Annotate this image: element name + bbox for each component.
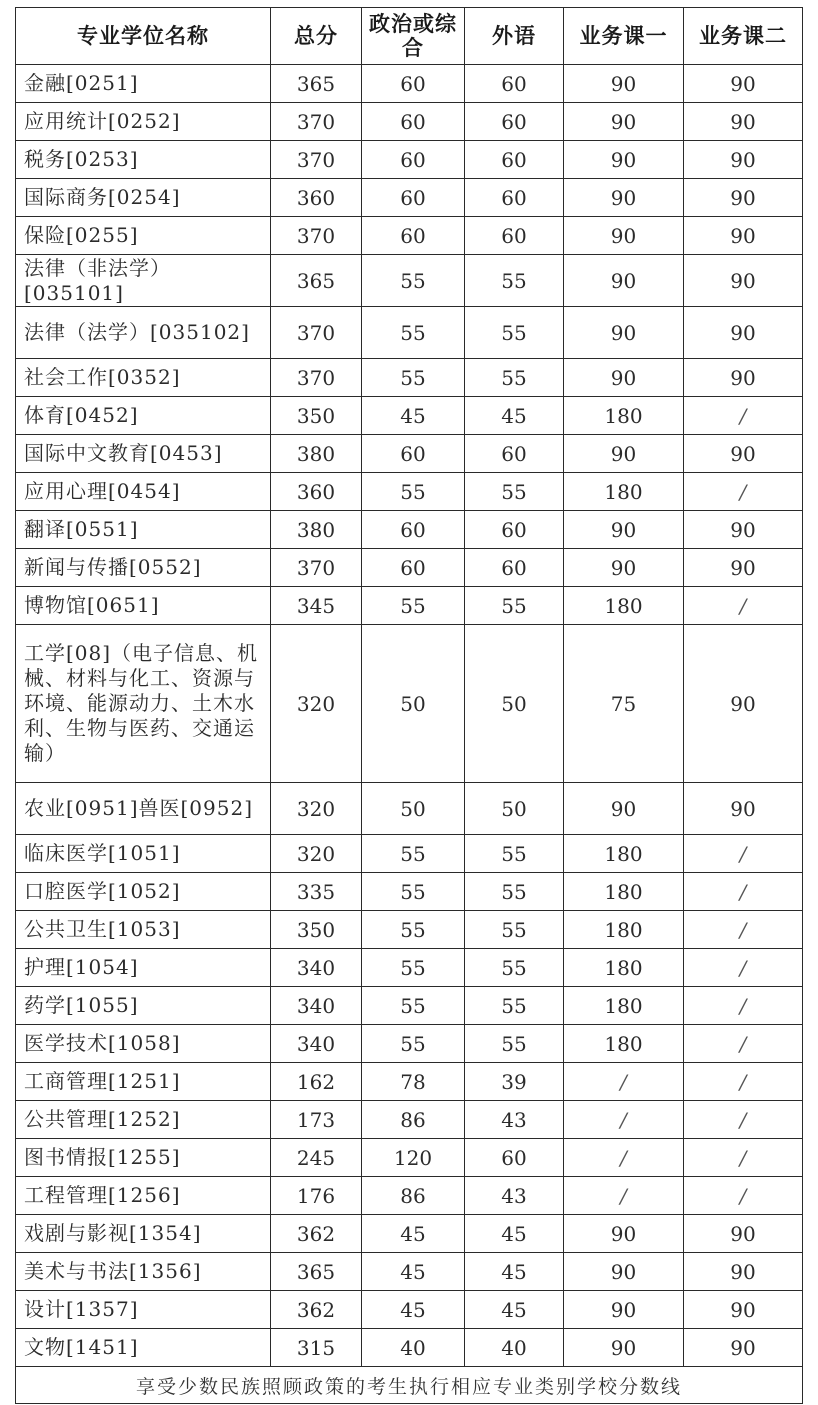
cell-total: 340	[271, 949, 362, 987]
cell-politics: 55	[362, 1025, 465, 1063]
cell-name: 公共管理[1252]	[16, 1101, 271, 1139]
cell-name: 法律（法学）[035102]	[16, 307, 271, 359]
cell-foreign: 60	[465, 1139, 564, 1177]
cell-course1: 180	[564, 911, 684, 949]
footnote: 享受少数民族照顾政策的考生执行相应专业类别学校分数线	[16, 1367, 803, 1404]
cell-course2: 90	[684, 435, 803, 473]
cell-course2: /	[684, 473, 803, 511]
cell-name: 应用心理[0454]	[16, 473, 271, 511]
cell-foreign: 60	[465, 65, 564, 103]
cell-foreign: 60	[465, 549, 564, 587]
table-row	[16, 783, 803, 835]
cell-course2: 90	[684, 255, 803, 307]
cell-foreign: 55	[465, 987, 564, 1025]
cell-course1: 90	[564, 359, 684, 397]
cell-politics: 40	[362, 1329, 465, 1367]
cell-name: 药学[1055]	[16, 987, 271, 1025]
cell-course2: 90	[684, 103, 803, 141]
cell-politics: 60	[362, 511, 465, 549]
cell-politics: 55	[362, 473, 465, 511]
table-row	[16, 359, 803, 397]
cell-total: 380	[271, 511, 362, 549]
cell-course1: 180	[564, 987, 684, 1025]
cell-politics: 50	[362, 625, 465, 783]
cell-foreign: 45	[465, 1253, 564, 1291]
cell-politics: 86	[362, 1177, 465, 1215]
cell-course1: 90	[564, 179, 684, 217]
cell-total: 315	[271, 1329, 362, 1367]
cell-course1: 180	[564, 835, 684, 873]
table-row	[16, 587, 803, 625]
cell-name: 工学[08]（电子信息、机械、材料与化工、资源与环境、能源动力、土木水利、生物与医药、交通运输）	[16, 625, 271, 783]
table-row	[16, 835, 803, 873]
cell-total: 320	[271, 783, 362, 835]
header-course1: 业务课一	[564, 8, 684, 65]
header-course2: 业务课二	[684, 8, 803, 65]
cell-foreign: 55	[465, 473, 564, 511]
cell-course1: 90	[564, 65, 684, 103]
cell-politics: 55	[362, 587, 465, 625]
cell-course2: 90	[684, 217, 803, 255]
cell-politics: 55	[362, 873, 465, 911]
cell-total: 380	[271, 435, 362, 473]
cell-course1: 90	[564, 1253, 684, 1291]
cell-politics: 120	[362, 1139, 465, 1177]
table-row	[16, 103, 803, 141]
cell-name: 农业[0951]兽医[0952]	[16, 783, 271, 835]
cell-total: 362	[271, 1291, 362, 1329]
cell-politics: 45	[362, 1291, 465, 1329]
cell-course1: /	[564, 1139, 684, 1177]
cell-politics: 86	[362, 1101, 465, 1139]
cell-course2: /	[684, 1139, 803, 1177]
cell-name: 应用统计[0252]	[16, 103, 271, 141]
cell-foreign: 55	[465, 1025, 564, 1063]
cell-course2: 90	[684, 1215, 803, 1253]
cell-course1: /	[564, 1101, 684, 1139]
cell-foreign: 50	[465, 625, 564, 783]
cell-politics: 78	[362, 1063, 465, 1101]
cell-course2: 90	[684, 1291, 803, 1329]
cell-course2: /	[684, 397, 803, 435]
cell-politics: 60	[362, 549, 465, 587]
cell-foreign: 60	[465, 217, 564, 255]
table-row	[16, 911, 803, 949]
cell-total: 345	[271, 587, 362, 625]
table-row	[16, 473, 803, 511]
table-row	[16, 435, 803, 473]
cell-foreign: 55	[465, 873, 564, 911]
header-name: 专业学位名称	[16, 8, 271, 65]
table-row	[16, 625, 803, 783]
cell-name: 设计[1357]	[16, 1291, 271, 1329]
cell-course1: 90	[564, 217, 684, 255]
cell-name: 税务[0253]	[16, 141, 271, 179]
cell-course2: /	[684, 949, 803, 987]
cell-total: 340	[271, 987, 362, 1025]
cell-foreign: 43	[465, 1177, 564, 1215]
cell-course2: 90	[684, 141, 803, 179]
cell-name: 国际商务[0254]	[16, 179, 271, 217]
cell-name: 口腔医学[1052]	[16, 873, 271, 911]
footnote-row	[16, 1367, 803, 1404]
table-row	[16, 873, 803, 911]
cell-course1: 180	[564, 473, 684, 511]
cell-course2: 90	[684, 625, 803, 783]
header-foreign: 外语	[465, 8, 564, 65]
cell-politics: 60	[362, 435, 465, 473]
table-row	[16, 255, 803, 307]
table-row	[16, 549, 803, 587]
cell-total: 362	[271, 1215, 362, 1253]
cell-course2: /	[684, 873, 803, 911]
cell-course1: 90	[564, 1329, 684, 1367]
cell-course2: 90	[684, 1329, 803, 1367]
cell-course2: /	[684, 1063, 803, 1101]
cell-foreign: 55	[465, 307, 564, 359]
cell-name: 医学技术[1058]	[16, 1025, 271, 1063]
cell-politics: 50	[362, 783, 465, 835]
table-header-row	[16, 8, 803, 65]
cell-total: 370	[271, 549, 362, 587]
cell-politics: 45	[362, 1253, 465, 1291]
cell-foreign: 50	[465, 783, 564, 835]
table-row	[16, 1215, 803, 1253]
table-row	[16, 1329, 803, 1367]
cell-total: 320	[271, 625, 362, 783]
cell-politics: 55	[362, 359, 465, 397]
cell-name: 国际中文教育[0453]	[16, 435, 271, 473]
cell-course2: /	[684, 911, 803, 949]
cell-course2: 90	[684, 511, 803, 549]
cell-total: 365	[271, 255, 362, 307]
cell-name: 文物[1451]	[16, 1329, 271, 1367]
cell-course1: 90	[564, 511, 684, 549]
cell-course2: /	[684, 987, 803, 1025]
cell-total: 370	[271, 103, 362, 141]
cell-course2: 90	[684, 359, 803, 397]
cell-politics: 55	[362, 307, 465, 359]
cell-politics: 55	[362, 911, 465, 949]
cell-course1: 90	[564, 103, 684, 141]
cell-politics: 60	[362, 217, 465, 255]
cell-name: 博物馆[0651]	[16, 587, 271, 625]
cell-course1: 180	[564, 949, 684, 987]
cell-course1: 75	[564, 625, 684, 783]
cell-politics: 45	[362, 1215, 465, 1253]
cell-course2: 90	[684, 65, 803, 103]
cell-total: 370	[271, 307, 362, 359]
cell-name: 戏剧与影视[1354]	[16, 1215, 271, 1253]
table-row	[16, 307, 803, 359]
cell-name: 翻译[0551]	[16, 511, 271, 549]
cell-total: 360	[271, 473, 362, 511]
cell-foreign: 40	[465, 1329, 564, 1367]
cell-total: 365	[271, 65, 362, 103]
cell-total: 162	[271, 1063, 362, 1101]
cell-name: 护理[1054]	[16, 949, 271, 987]
cell-course2: 90	[684, 307, 803, 359]
table-row	[16, 949, 803, 987]
cell-course1: 90	[564, 255, 684, 307]
cell-politics: 55	[362, 835, 465, 873]
cell-name: 工商管理[1251]	[16, 1063, 271, 1101]
table-row	[16, 1177, 803, 1215]
header-total: 总分	[271, 8, 362, 65]
cell-course1: /	[564, 1177, 684, 1215]
cell-foreign: 55	[465, 255, 564, 307]
cell-foreign: 60	[465, 511, 564, 549]
cell-course2: /	[684, 1177, 803, 1215]
table-row	[16, 987, 803, 1025]
cell-course1: 90	[564, 1291, 684, 1329]
cell-foreign: 55	[465, 835, 564, 873]
cell-name: 美术与书法[1356]	[16, 1253, 271, 1291]
table-row	[16, 397, 803, 435]
table-row	[16, 1025, 803, 1063]
cell-foreign: 60	[465, 435, 564, 473]
cell-politics: 60	[362, 141, 465, 179]
cell-foreign: 43	[465, 1101, 564, 1139]
cell-course1: 180	[564, 397, 684, 435]
table-row	[16, 1139, 803, 1177]
cell-course2: /	[684, 1025, 803, 1063]
table-row	[16, 1291, 803, 1329]
cell-politics: 45	[362, 397, 465, 435]
cell-foreign: 55	[465, 587, 564, 625]
cell-foreign: 55	[465, 949, 564, 987]
cell-course2: 90	[684, 783, 803, 835]
table-row	[16, 217, 803, 255]
cell-name: 法律（非法学）[035101]	[16, 255, 271, 307]
table-row	[16, 141, 803, 179]
header-politics: 政治或综合	[362, 8, 465, 65]
cell-course2: /	[684, 835, 803, 873]
cell-total: 340	[271, 1025, 362, 1063]
cell-course1: 90	[564, 549, 684, 587]
cell-foreign: 39	[465, 1063, 564, 1101]
cell-course2: 90	[684, 179, 803, 217]
cell-course2: 90	[684, 1253, 803, 1291]
cell-total: 245	[271, 1139, 362, 1177]
cell-course1: 90	[564, 435, 684, 473]
cell-name: 金融[0251]	[16, 65, 271, 103]
cell-foreign: 60	[465, 103, 564, 141]
cell-total: 176	[271, 1177, 362, 1215]
cell-name: 保险[0255]	[16, 217, 271, 255]
table-row	[16, 179, 803, 217]
cell-name: 体育[0452]	[16, 397, 271, 435]
cell-total: 173	[271, 1101, 362, 1139]
cell-foreign: 45	[465, 1215, 564, 1253]
cell-course1: 180	[564, 1025, 684, 1063]
cell-total: 350	[271, 397, 362, 435]
cell-course2: /	[684, 587, 803, 625]
cell-name: 图书情报[1255]	[16, 1139, 271, 1177]
cell-politics: 55	[362, 987, 465, 1025]
cell-course1: 180	[564, 873, 684, 911]
cell-course2: 90	[684, 549, 803, 587]
cell-politics: 60	[362, 65, 465, 103]
cell-foreign: 55	[465, 911, 564, 949]
cell-name: 社会工作[0352]	[16, 359, 271, 397]
table-row	[16, 65, 803, 103]
cell-foreign: 45	[465, 397, 564, 435]
cell-course1: 90	[564, 1215, 684, 1253]
score-table	[15, 7, 803, 1404]
cell-foreign: 45	[465, 1291, 564, 1329]
cell-politics: 60	[362, 179, 465, 217]
cell-foreign: 60	[465, 141, 564, 179]
cell-total: 370	[271, 359, 362, 397]
table-body	[16, 65, 803, 1367]
cell-course1: 90	[564, 307, 684, 359]
cell-course1: 180	[564, 587, 684, 625]
table-row	[16, 511, 803, 549]
table-row	[16, 1253, 803, 1291]
cell-total: 335	[271, 873, 362, 911]
cell-name: 新闻与传播[0552]	[16, 549, 271, 587]
cell-total: 365	[271, 1253, 362, 1291]
cell-course2: /	[684, 1101, 803, 1139]
cell-name: 临床医学[1051]	[16, 835, 271, 873]
cell-politics: 55	[362, 255, 465, 307]
cell-course1: 90	[564, 783, 684, 835]
cell-total: 370	[271, 217, 362, 255]
table-row	[16, 1101, 803, 1139]
cell-name: 公共卫生[1053]	[16, 911, 271, 949]
cell-foreign: 60	[465, 179, 564, 217]
cell-politics: 55	[362, 949, 465, 987]
cell-total: 370	[271, 141, 362, 179]
cell-course1: 90	[564, 141, 684, 179]
cell-politics: 60	[362, 103, 465, 141]
cell-foreign: 55	[465, 359, 564, 397]
cell-total: 320	[271, 835, 362, 873]
cell-course1: /	[564, 1063, 684, 1101]
cell-name: 工程管理[1256]	[16, 1177, 271, 1215]
cell-total: 350	[271, 911, 362, 949]
table-row	[16, 1063, 803, 1101]
cell-total: 360	[271, 179, 362, 217]
